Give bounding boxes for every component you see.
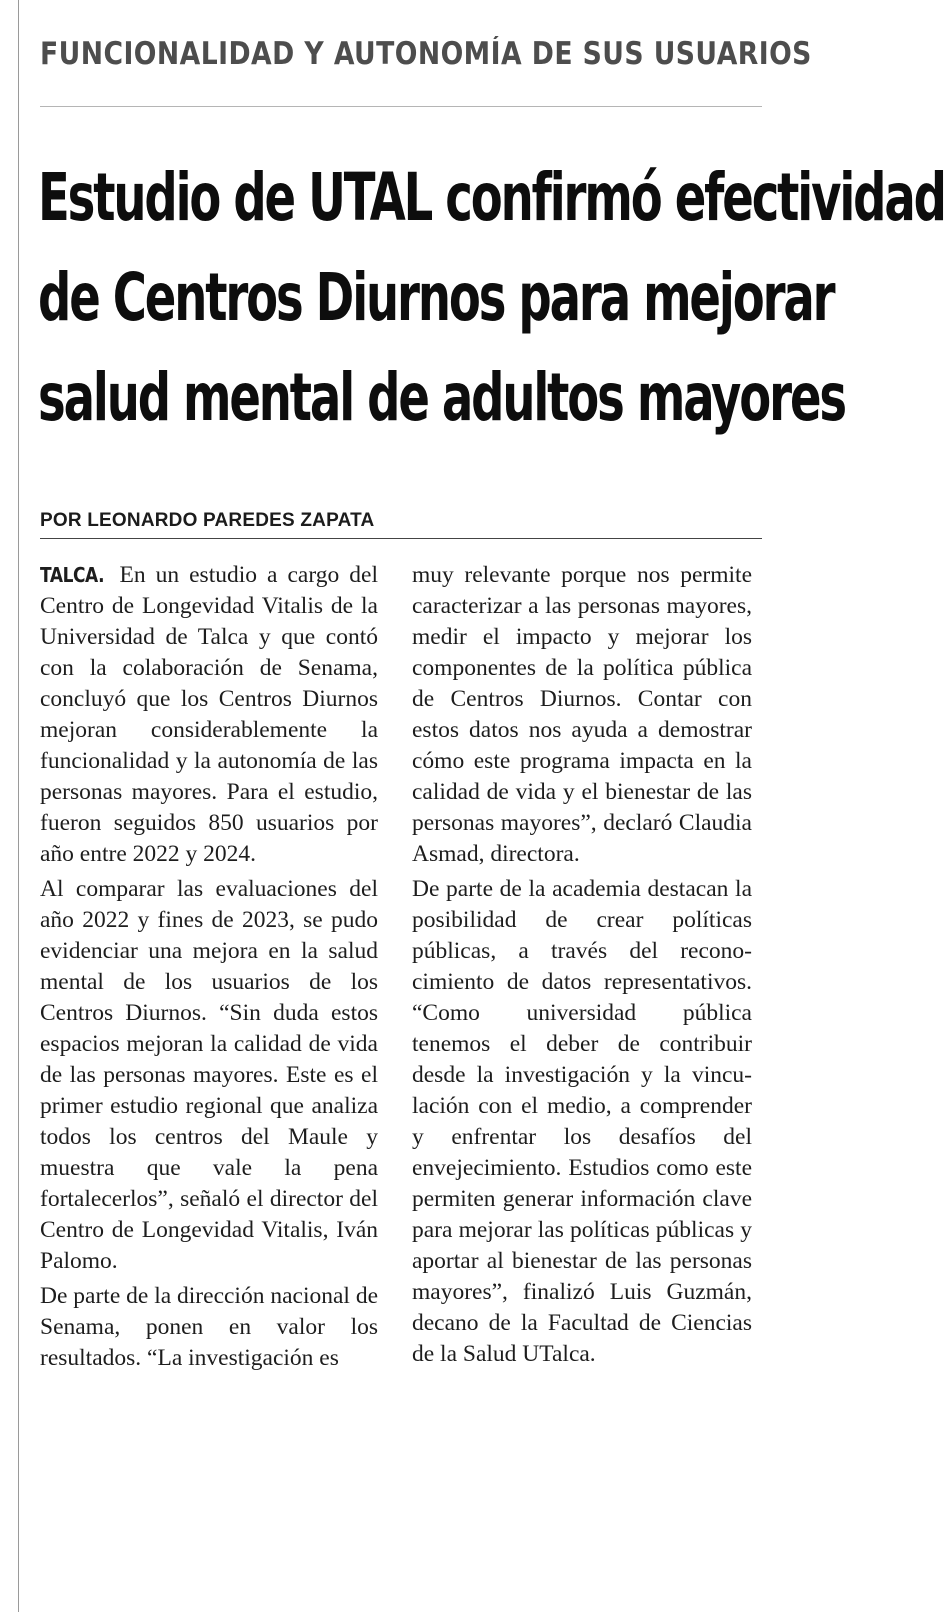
byline: POR LEONARDO PAREDES ZAPATA	[40, 510, 375, 531]
section-kicker: FUNCIONALIDAD Y AUTONOMÍA DE SUS USUARIOS	[40, 36, 812, 72]
kicker-divider	[40, 106, 762, 107]
paragraph-intro-text: En un estudio a cargo del Centro de Longevidad Vitalis de la Universidad de Talca y que contó con la colaboración de Senama, concluyó que los Centros Diurnos mejoran considerablemente la funcionalidad y la autonomía de las personas mayores. Para el estudio, fueron seguidos 850 usuarios por año entre 2022 y 2024.	[40, 562, 378, 867]
headline	[38, 148, 945, 448]
body-column-right	[412, 560, 752, 1374]
headline-line-3: salud mental de adultos mayores	[38, 359, 845, 436]
headline-line-2: de Centros Diurnos para mejorar	[38, 259, 834, 336]
byline-divider	[40, 538, 762, 539]
body-column-left	[40, 560, 378, 1378]
paragraph-senama-quote: muy relevante porque nos permite caracterizar a las personas mayores, medir el impacto y mejorar los componentes de la política pública de Centros Diurnos. Contar con estos datos nos ayuda a demostrar cómo este programa impacta en la calidad de vida y el bienestar de las personas mayores”, declaró Claudia Asmad, directora.	[412, 562, 752, 867]
paragraph-academia: De parte de la academia destacan la posibilidad de crear políticas públicas, a través del reconocimiento de datos representativos. “Como universidad pública tenemos el deber de contribuir desde la investigación y la vinculación con el medio, a comprender y enfrentar los desafíos del envejecimiento. Estudios como este permiten generar información clave para mejorar las políticas públicas y aportar al bienestar de las personas mayores”, finalizó Luis Guzmán, decano de la Facultad de Ciencias de la Salud UTalca.	[412, 876, 752, 1367]
paragraph-intro	[40, 560, 378, 870]
page-left-border	[18, 0, 19, 1612]
paragraph-results: Al comparar las evaluaciones del año 2022 y fines de 2023, se pudo evidenciar una mejora en la salud mental de los usuarios de los Centros Diurnos. “Sin duda estos espacios mejoran la calidad de vida de las personas mayores. Este es el primer estudio regional que analiza todos los centros del Maule y muestra que vale la pena fortalecerlos”, señaló el director del Centro de Longevidad Vitalis, Iván Palomo.	[40, 876, 378, 1274]
paragraph-senama: De parte de la dirección nacional de Senama, ponen en valor los resultados. “La investigación es	[40, 1283, 378, 1371]
dateline: TALCA.	[40, 563, 105, 587]
headline-line-1: Estudio de UTAL confirmó efectividad	[38, 159, 945, 236]
